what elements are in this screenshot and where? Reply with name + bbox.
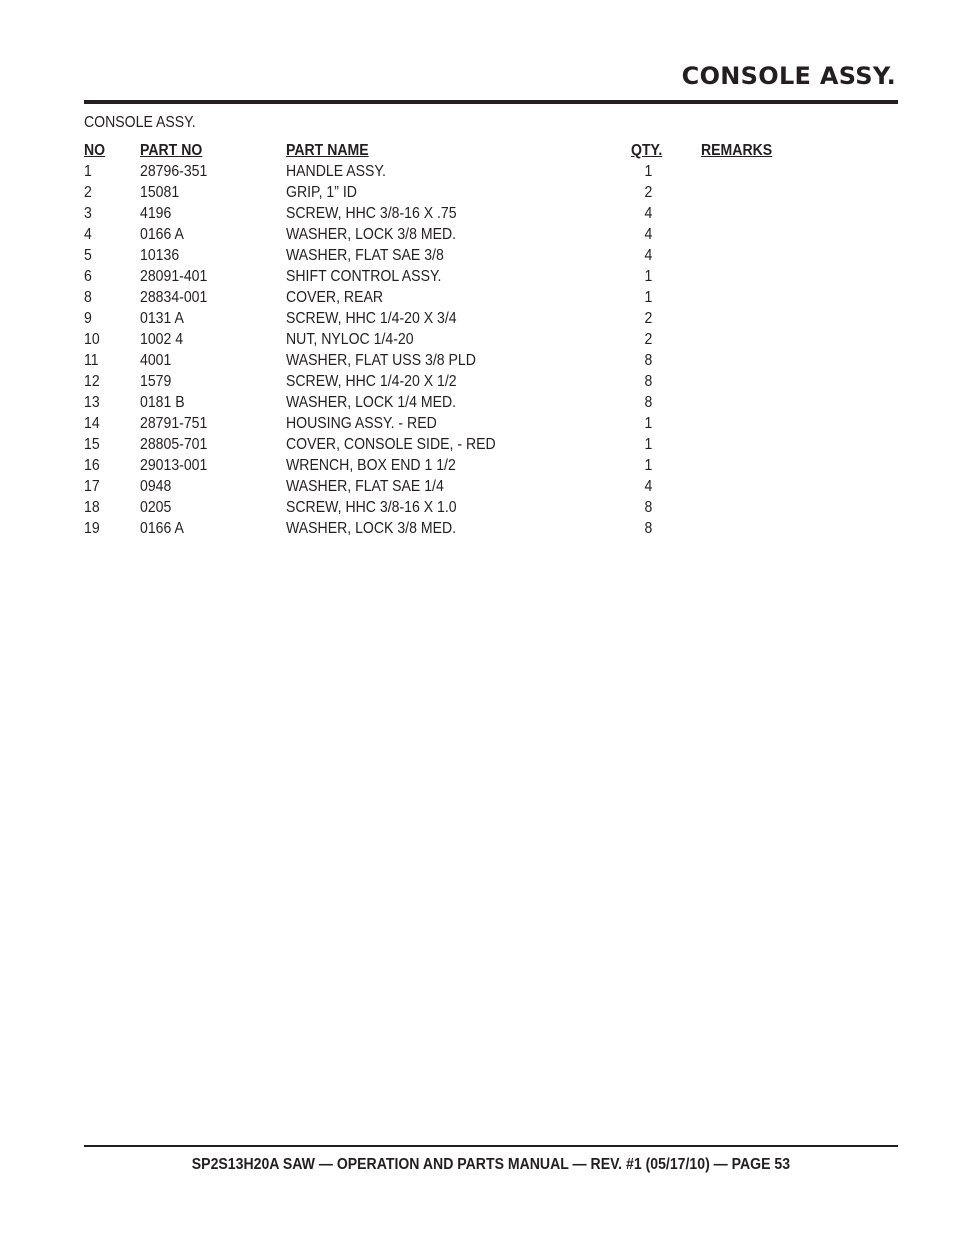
table-row: [84, 245, 804, 266]
cell-part-name: WASHER, FLAT SAE 3/8: [286, 247, 444, 264]
table-row: [84, 371, 804, 392]
cell-part-no: 0948: [140, 478, 172, 495]
cell-part-name: WASHER, LOCK 3/8 MED.: [286, 226, 457, 243]
footer-rule: [84, 1145, 898, 1147]
table-row: [84, 287, 804, 308]
cell-no: 19: [84, 520, 100, 537]
cell-part-name: HOUSING ASSY. - RED: [286, 415, 437, 432]
cell-qty: 8: [644, 373, 653, 390]
column-header-qty: QTY.: [631, 142, 663, 159]
cell-no: 11: [84, 352, 99, 369]
cell-part-no: 28805-701: [140, 436, 208, 453]
table-row: [84, 203, 804, 224]
table-row: [84, 434, 804, 455]
cell-qty: 1: [644, 415, 653, 432]
footer-text: [84, 1156, 898, 1174]
table-row: [84, 308, 804, 329]
cell-no: 14: [84, 415, 100, 432]
cell-qty: 8: [644, 394, 653, 411]
cell-no: 13: [84, 394, 100, 411]
cell-part-no: 1579: [140, 373, 172, 390]
column-header-no: NO: [84, 142, 106, 159]
column-header-remarks: REMARKS: [701, 142, 773, 159]
cell-part-no: 10136: [140, 247, 180, 264]
cell-part-name: SCREW, HHC 1/4-20 X 1/2: [286, 373, 457, 390]
footer-label: SP2S13H20A SAW — OPERATION AND PARTS MANUAL — REV. #1 (05/17/10) — PAGE 53: [191, 1156, 791, 1173]
cell-part-no: 0205: [140, 499, 172, 516]
page-title: CONSOLE ASSY.: [681, 62, 896, 90]
table-row: [84, 455, 804, 476]
table-row: [84, 413, 804, 434]
cell-no: 3: [84, 205, 92, 222]
cell-part-name: GRIP, 1” ID: [286, 184, 357, 201]
cell-part-name: COVER, CONSOLE SIDE, - RED: [286, 436, 496, 453]
cell-part-no: 28834-001: [140, 289, 208, 306]
cell-qty: 2: [644, 310, 653, 327]
cell-no: 5: [84, 247, 92, 264]
cell-no: 16: [84, 457, 100, 474]
title-rule: [84, 100, 898, 104]
cell-no: 1: [84, 163, 92, 180]
cell-no: 10: [84, 331, 100, 348]
table-row: [84, 497, 804, 518]
table-row: [84, 350, 804, 371]
cell-part-no: 0181 B: [140, 394, 185, 411]
cell-qty: 8: [644, 499, 653, 516]
table-row: [84, 161, 804, 182]
cell-no: 18: [84, 499, 100, 516]
cell-qty: 2: [644, 331, 653, 348]
table-row: [84, 224, 804, 245]
table-row: [84, 392, 804, 413]
cell-qty: 4: [644, 247, 653, 264]
cell-no: 12: [84, 373, 100, 390]
cell-qty: 4: [644, 226, 653, 243]
parts-table: [84, 140, 804, 539]
cell-part-no: 0131 A: [140, 310, 184, 327]
cell-qty: 2: [644, 184, 653, 201]
cell-part-no: 28791-751: [140, 415, 208, 432]
cell-part-no: 28091-401: [140, 268, 208, 285]
cell-no: 2: [84, 184, 92, 201]
cell-part-name: SCREW, HHC 3/8-16 X 1.0: [286, 499, 457, 516]
cell-qty: 8: [644, 352, 653, 369]
cell-part-no: 4001: [140, 352, 172, 369]
cell-part-name: HANDLE ASSY.: [286, 163, 386, 180]
cell-qty: 4: [644, 205, 653, 222]
cell-part-name: SHIFT CONTROL ASSY.: [286, 268, 442, 285]
cell-qty: 4: [644, 478, 653, 495]
table-row: [84, 329, 804, 350]
cell-part-name: SCREW, HHC 3/8-16 X .75: [286, 205, 457, 222]
cell-part-no: 4196: [140, 205, 172, 222]
cell-qty: 8: [644, 520, 653, 537]
cell-qty: 1: [644, 163, 653, 180]
cell-part-no: 1002 4: [140, 331, 184, 348]
cell-qty: 1: [644, 289, 653, 306]
cell-no: 6: [84, 268, 92, 285]
table-row: [84, 476, 804, 497]
table-header-row: [84, 140, 804, 161]
section-title: CONSOLE ASSY.: [84, 114, 196, 131]
cell-no: 4: [84, 226, 92, 243]
table-row: [84, 518, 804, 539]
table-row: [84, 182, 804, 203]
cell-part-name: NUT, NYLOC 1/4-20: [286, 331, 414, 348]
cell-part-no: 0166 A: [140, 520, 184, 537]
cell-no: 8: [84, 289, 92, 306]
cell-part-no: 28796-351: [140, 163, 208, 180]
table-row: [84, 266, 804, 287]
cell-part-name: WRENCH, BOX END 1 1/2: [286, 457, 456, 474]
cell-qty: 1: [644, 436, 653, 453]
cell-part-no: 15081: [140, 184, 180, 201]
cell-part-name: COVER, REAR: [286, 289, 384, 306]
cell-part-no: 29013-001: [140, 457, 208, 474]
cell-part-name: SCREW, HHC 1/4-20 X 3/4: [286, 310, 457, 327]
cell-qty: 1: [644, 457, 653, 474]
cell-no: 9: [84, 310, 92, 327]
column-header-part-no: PART NO: [140, 142, 203, 159]
cell-part-name: WASHER, LOCK 1/4 MED.: [286, 394, 457, 411]
column-header-part-name: PART NAME: [286, 142, 369, 159]
cell-part-name: WASHER, FLAT SAE 1/4: [286, 478, 444, 495]
cell-part-name: WASHER, FLAT USS 3/8 PLD: [286, 352, 476, 369]
cell-qty: 1: [644, 268, 653, 285]
cell-no: 15: [84, 436, 100, 453]
cell-part-name: WASHER, LOCK 3/8 MED.: [286, 520, 457, 537]
table-body: [84, 161, 804, 539]
cell-part-no: 0166 A: [140, 226, 184, 243]
cell-no: 17: [84, 478, 100, 495]
